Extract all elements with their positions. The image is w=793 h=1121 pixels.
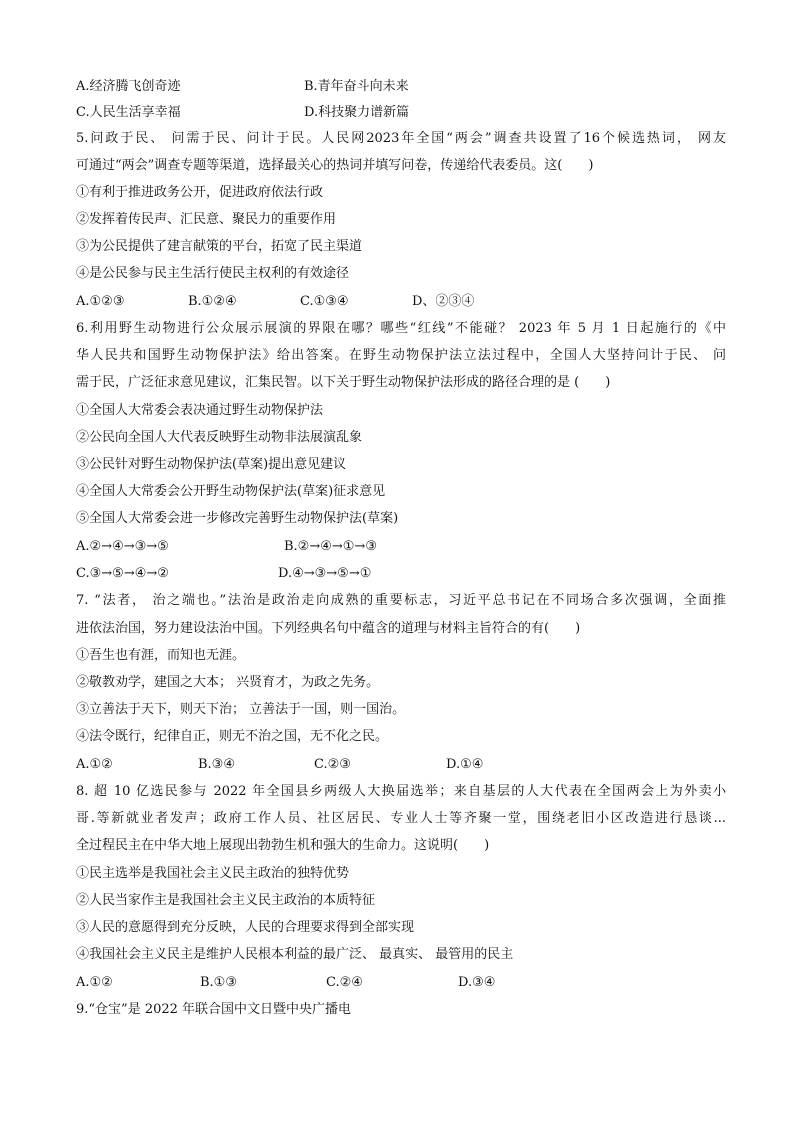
q7-item-4: ④法令既行，纪律自正，则无不治之国，无不化之民。 bbox=[76, 729, 389, 744]
q6-stem-line-1: 6.利用野生动物进行公众展示展演的界限在哪？哪些“红线”不能碰？ 2023 年 5 月 1 日起施行的《中 bbox=[76, 321, 726, 336]
q7-item-2: ②敬教劝学，建国之大本； 兴贤育才，为政之先务。 bbox=[76, 675, 380, 690]
q5-item-4: ④是公民参与民主生活行使民主权利的有效途径 bbox=[76, 266, 350, 281]
q6-item-5: ⑤全国人大常委会进一步修改完善野生动物保护法(草案) bbox=[76, 511, 399, 526]
q5-option-c: C.①③④ bbox=[300, 294, 349, 309]
q6-item-4: ④全国人大常委会公开野生动物保护法(草案)征求意见 bbox=[76, 484, 386, 499]
q8-stem-line-3: 全过程民主在中华大地上展现出勃勃生机和强大的生命力。这说明( ) bbox=[76, 838, 490, 853]
q7-item-3: ③立善法于天下，则天下治； 立善法于一国，则一国治。 bbox=[76, 702, 406, 717]
q7-item-1: ①吾生也有涯，而知也无涯。 bbox=[76, 648, 246, 663]
q5-stem-line-2: 可通过“两会”调查专题等渠道，选择最关心的热词并填写问卷，传递给代表委员。这( ) bbox=[76, 158, 594, 173]
q5-item-3: ③为公民提供了建言献策的平台，拓宽了民主渠道 bbox=[76, 239, 363, 254]
q6-option-b: B.②→④→①→③ bbox=[284, 539, 377, 554]
q6-option-a: A.②→④→③→⑤ bbox=[76, 539, 169, 554]
q8-stem-line-1: 8. 超 10 亿选民参与 2022 年全国县乡两级人大换届选举；来自基层的人大代表在全国两会上为外卖小 bbox=[76, 784, 726, 799]
q7-option-c: C.②③ bbox=[314, 757, 351, 772]
q8-option-b: B.①③ bbox=[200, 975, 237, 990]
q8-item-2: ②人民当家作主是我国社会主义民主政治的本质特征 bbox=[76, 893, 376, 908]
q9-stem-line-1: 9.“仓宝”是 2022 年联合国中文日暨中央广播电 bbox=[76, 1002, 352, 1017]
q8-stem-line-2: 哥.等新就业者发声；政府工作人员、社区居民、专业人士等齐聚一堂，围绕老旧小区改造进行恳谈... bbox=[76, 811, 726, 826]
q5-option-a: A.①②③ bbox=[76, 294, 125, 309]
q6-option-c: C.③→⑤→④→② bbox=[76, 566, 169, 581]
q5-option-b: B.①②④ bbox=[188, 294, 237, 309]
q7-option-d: D.①④ bbox=[446, 757, 484, 772]
q6-option-d: D.④→③→⑤→① bbox=[278, 566, 372, 581]
q8-option-c: C.②④ bbox=[326, 975, 363, 990]
q7-option-b: B.③④ bbox=[198, 757, 235, 772]
q5-item-2: ②发挥着传民声、汇民意、聚民力的重要作用 bbox=[76, 212, 337, 227]
q4-option-b: B.青年奋斗向未来 bbox=[304, 79, 409, 94]
q5-item-1: ①有利于推进政务公开，促进政府依法行政 bbox=[76, 185, 324, 200]
q5-stem-line-1: 5.问政于民、 问需于民、问计于民。人民网2023年全国“两会”调查共设置了16个候选热词， 网友 bbox=[76, 131, 726, 146]
q7-stem-line-2: 进依法治国，努力建设法治中国。下列经典名句中蕴含的道理与材料主旨符合的有( ) bbox=[76, 621, 581, 636]
q6-stem-line-2: 华人民共和国野生动物保护法》给出答案。在野生动物保护法立法过程中，全国人大坚持问计于民、 问 bbox=[76, 348, 726, 363]
q7-stem-line-1: 7. “法者， 治之端也。”法治是政治走向成熟的重要标志，习近平总书记在不同场合多次强调，全面推 bbox=[76, 593, 726, 608]
q8-item-1: ①民主选举是我国社会主义民主政治的独特优势 bbox=[76, 866, 350, 881]
q8-item-3: ③人民的意愿得到充分反映，人民的合理要求得到全部实现 bbox=[76, 920, 415, 935]
q5-option-d: D、②③④ bbox=[412, 294, 475, 309]
q4-option-c: C.人民生活享幸福 bbox=[76, 105, 181, 120]
q6-item-2: ②公民向全国人大代表反映野生动物非法展演乱象 bbox=[76, 430, 363, 445]
q4-option-d: D.科技聚力谱新篇 bbox=[304, 105, 410, 120]
q6-item-1: ①全国人大常委会表决通过野生动物保护法 bbox=[76, 403, 324, 418]
q8-option-d: D.③④ bbox=[458, 975, 496, 990]
q8-option-a: A.①② bbox=[76, 975, 113, 990]
q6-item-3: ③公民针对野生动物保护法(草案)提出意见建议 bbox=[76, 457, 347, 472]
q8-item-4: ④我国社会主义民主是维护人民根本利益的最广泛、 最真实、 最管用的民主 bbox=[76, 947, 514, 962]
q4-option-a: A.经济腾飞创奇迹 bbox=[76, 79, 181, 94]
q6-stem-line-3: 需于民，广泛征求意见建议，汇集民智。以下关于野生动物保护法形成的路径合理的是 ( ) bbox=[76, 375, 611, 390]
q7-option-a: A.①② bbox=[76, 757, 113, 772]
